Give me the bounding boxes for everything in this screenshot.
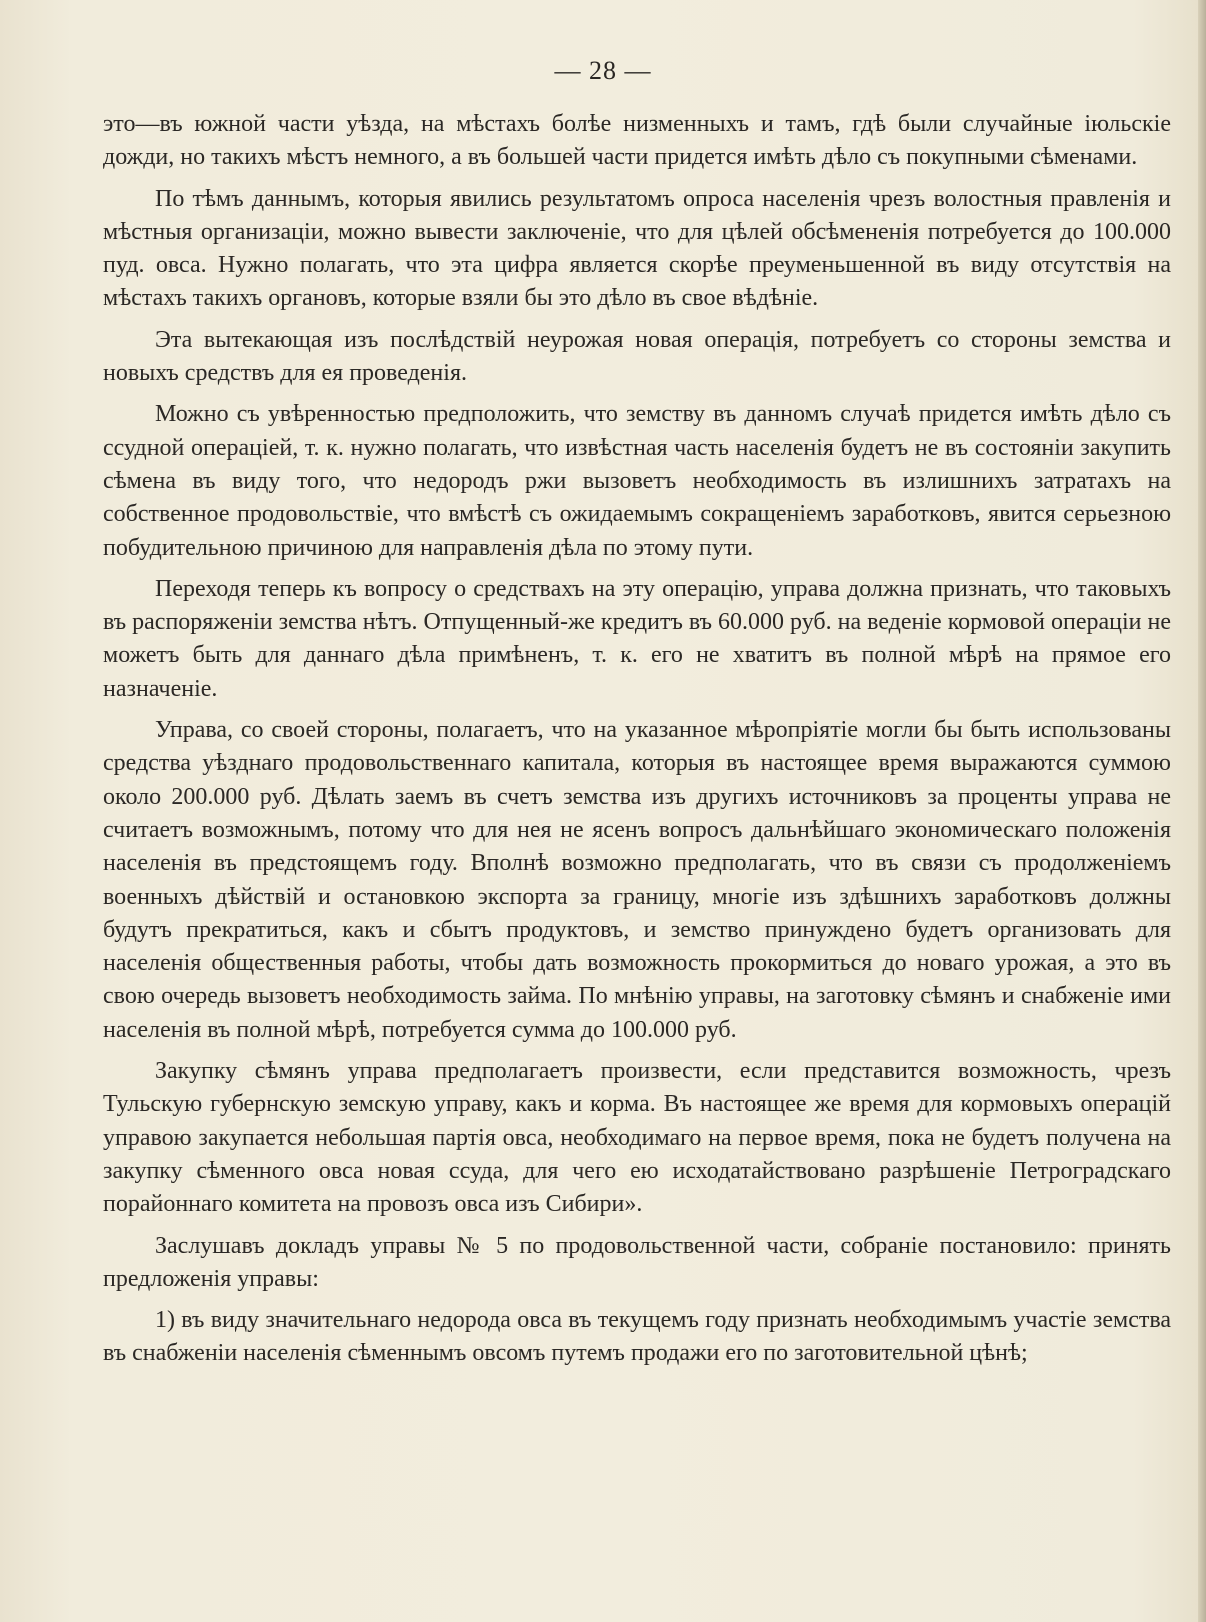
page-edge-shadow: [1198, 0, 1206, 1622]
paragraph-9: 1) въ виду значительнаго недорода овса въ текущемъ году признать необходимымъ участіе земства въ снабженіи населенія сѣменнымъ овсомъ путемъ продажи его по заготовительной цѣнѣ;: [103, 1307, 1171, 1367]
page-number: — 28 —: [554, 56, 652, 85]
paragraph-5: Переходя теперь къ вопросу о средствахъ на эту операцію, управа должна признать, что таковыхъ въ распоряженіи земства нѣтъ. Отпущенный-же кредитъ въ 60.000 руб. на веденіе кормовой операціи не можетъ быть для даннаго дѣла примѣненъ, т. к. его не хватитъ въ полной мѣрѣ на прямое его назначеніе.: [103, 575, 1171, 702]
paragraph-8: Заслушавъ докладъ управы № 5 по продовольственной части, собраніе постановило: принять предложенія управы:: [103, 1232, 1171, 1292]
document-body: [103, 108, 1171, 1379]
paragraph-6: Управа, со своей стороны, полагаетъ, что на указанное мѣропріятіе могли бы быть использованы средства уѣзднаго продовольственнаго капитала, которыя въ настоящее время выражаются суммою около 200.000 руб. Дѣлать заемъ въ счетъ земства изъ другихъ источниковъ за проценты управа не считаетъ возможнымъ, потому что для нея не ясенъ вопросъ дальнѣйшаго экономическаго положенія населенія въ предстоящемъ году. Вполнѣ возможно предполагать, что въ связи съ продолженіемъ военныхъ дѣйствій и остановкою экспорта за границу, многіе изъ здѣшнихъ заработковъ должны будутъ прекратиться, какъ и сбытъ продуктовъ, и земство принуждено будетъ организовать для населенія общественныя работы, чтобы дать возможность прокормиться до новаго урожая, а это въ свою очередь вызоветъ необходимость займа. По мнѣнію управы, на заготовку сѣмянъ и снабженіе ими населенія въ полной мѣрѣ, потребуется сумма до 100.000 руб.: [103, 717, 1171, 1043]
paragraph-2: По тѣмъ даннымъ, которыя явились результатомъ опроса населенія чрезъ волостныя правленія и мѣстныя организаціи, можно вывести заключеніе, что для цѣлей обсѣмененія потребуется до 100.000 пуд. овса. Нужно полагать, что эта цифра является скорѣе преуменьшенной въ виду отсутствія на мѣстахъ такихъ органовъ, которые взяли бы это дѣло въ свое вѣдѣніе.: [103, 185, 1171, 312]
paragraph-7: Закупку сѣмянъ управа предполагаетъ произвести, если представится возможность, чрезъ Тульскую губернскую земскую управу, какъ и корма. Въ настоящее же время для кормовыхъ операцій управою закупается небольшая партія овса, необходимаго на первое время, пока не будетъ получена на закупку сѣменного овса новая ссуда, для чего ею исходатайствовано разрѣшеніе Петроградскаго порайоннаго комитета на провозъ овса изъ Сибири».: [103, 1058, 1171, 1218]
paragraph-4: Можно съ увѣренностью предположить, что земству въ данномъ случаѣ придется имѣть дѣло съ ссудной операціей, т. к. нужно полагать, что извѣстная часть населенія будетъ не въ состояніи закупить сѣмена въ виду того, что недородъ ржи вызоветъ необходимость въ излишнихъ затратахъ на собственное продовольствіе, что вмѣстѣ съ ожидаемымъ сокращеніемъ заработковъ, явится серьезною побудительною причиною для направленія дѣла по этому пути.: [103, 401, 1171, 561]
paragraph-3: Эта вытекающая изъ послѣдствій неурожая новая операція, потребуетъ со стороны земства и новыхъ средствъ для ея проведенія.: [103, 326, 1171, 387]
paragraph-1: это—въ южной части уѣзда, на мѣстахъ болѣе низменныхъ и тамъ, гдѣ были случайные іюльскіе дожди, но такихъ мѣстъ немного, а въ большей части придется имѣть дѣло съ покупными сѣменами.: [103, 111, 1171, 171]
